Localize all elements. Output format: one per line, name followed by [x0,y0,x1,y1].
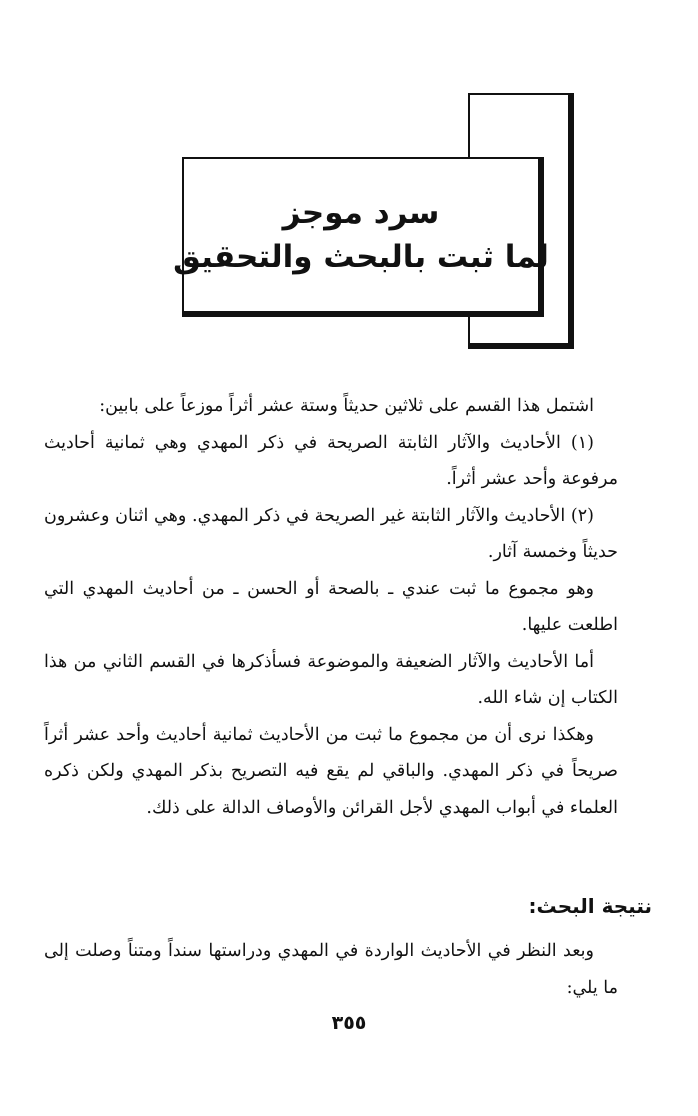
main-text [44,388,618,826]
paragraph-3: وهو مجموع ما ثبت عندي ـ بالصحة أو الحسن ـ من أحاديث المهدي التي اطلعت عليها. [44,578,618,635]
paragraph-4: أما الأحاديث والآثار الضعيفة والموضوعة فسأذكرها في القسم الثاني من هذا الكتاب إن شاء الله. [44,651,618,708]
item-1-paragraph: (١) الأحاديث والآثار الثابتة الصريحة في ذكر المهدي وهي ثمانية أحاديث مرفوعة وأحد عشر أثراً. [44,432,618,489]
page-number: ٣٥٥ [331,1012,367,1034]
title-frame [173,157,549,317]
results-text-block [44,933,618,1006]
results-paragraph: وبعد النظر في الأحاديث الواردة في المهدي ودراستها سنداً ومتناً وصلت إلى ما يلي: [44,941,618,998]
paragraph-5: وهكذا نرى أن من مجموع ما ثبت من الأحاديث ثمانية أحاديث وأحد عشر أثراً صريحاً في ذكر المهدي. والباقي لم يقع فيه التصريح بذكر المهدي ولكن ذكره العلماء في أبواب المهدي لأجل القرائن والأوصاف الدالة على ذلك. [44,724,618,818]
page-title-line-2: لما ثبت بالبحث والتحقيق [173,239,549,275]
item-2-paragraph: (٢) الأحاديث والآثار الثابتة غير الصريحة في ذكر المهدي. وهي اثنان وعشرون حديثاً وخمسة آثار. [44,505,618,562]
results-heading: نتيجة البحث: [528,894,652,918]
page-title-line-1: سرد موجز [282,195,440,231]
intro-paragraph: اشتمل هذا القسم على ثلاثين حديثاً وستة عشر أثراً موزعاً على بابين: [99,396,594,416]
